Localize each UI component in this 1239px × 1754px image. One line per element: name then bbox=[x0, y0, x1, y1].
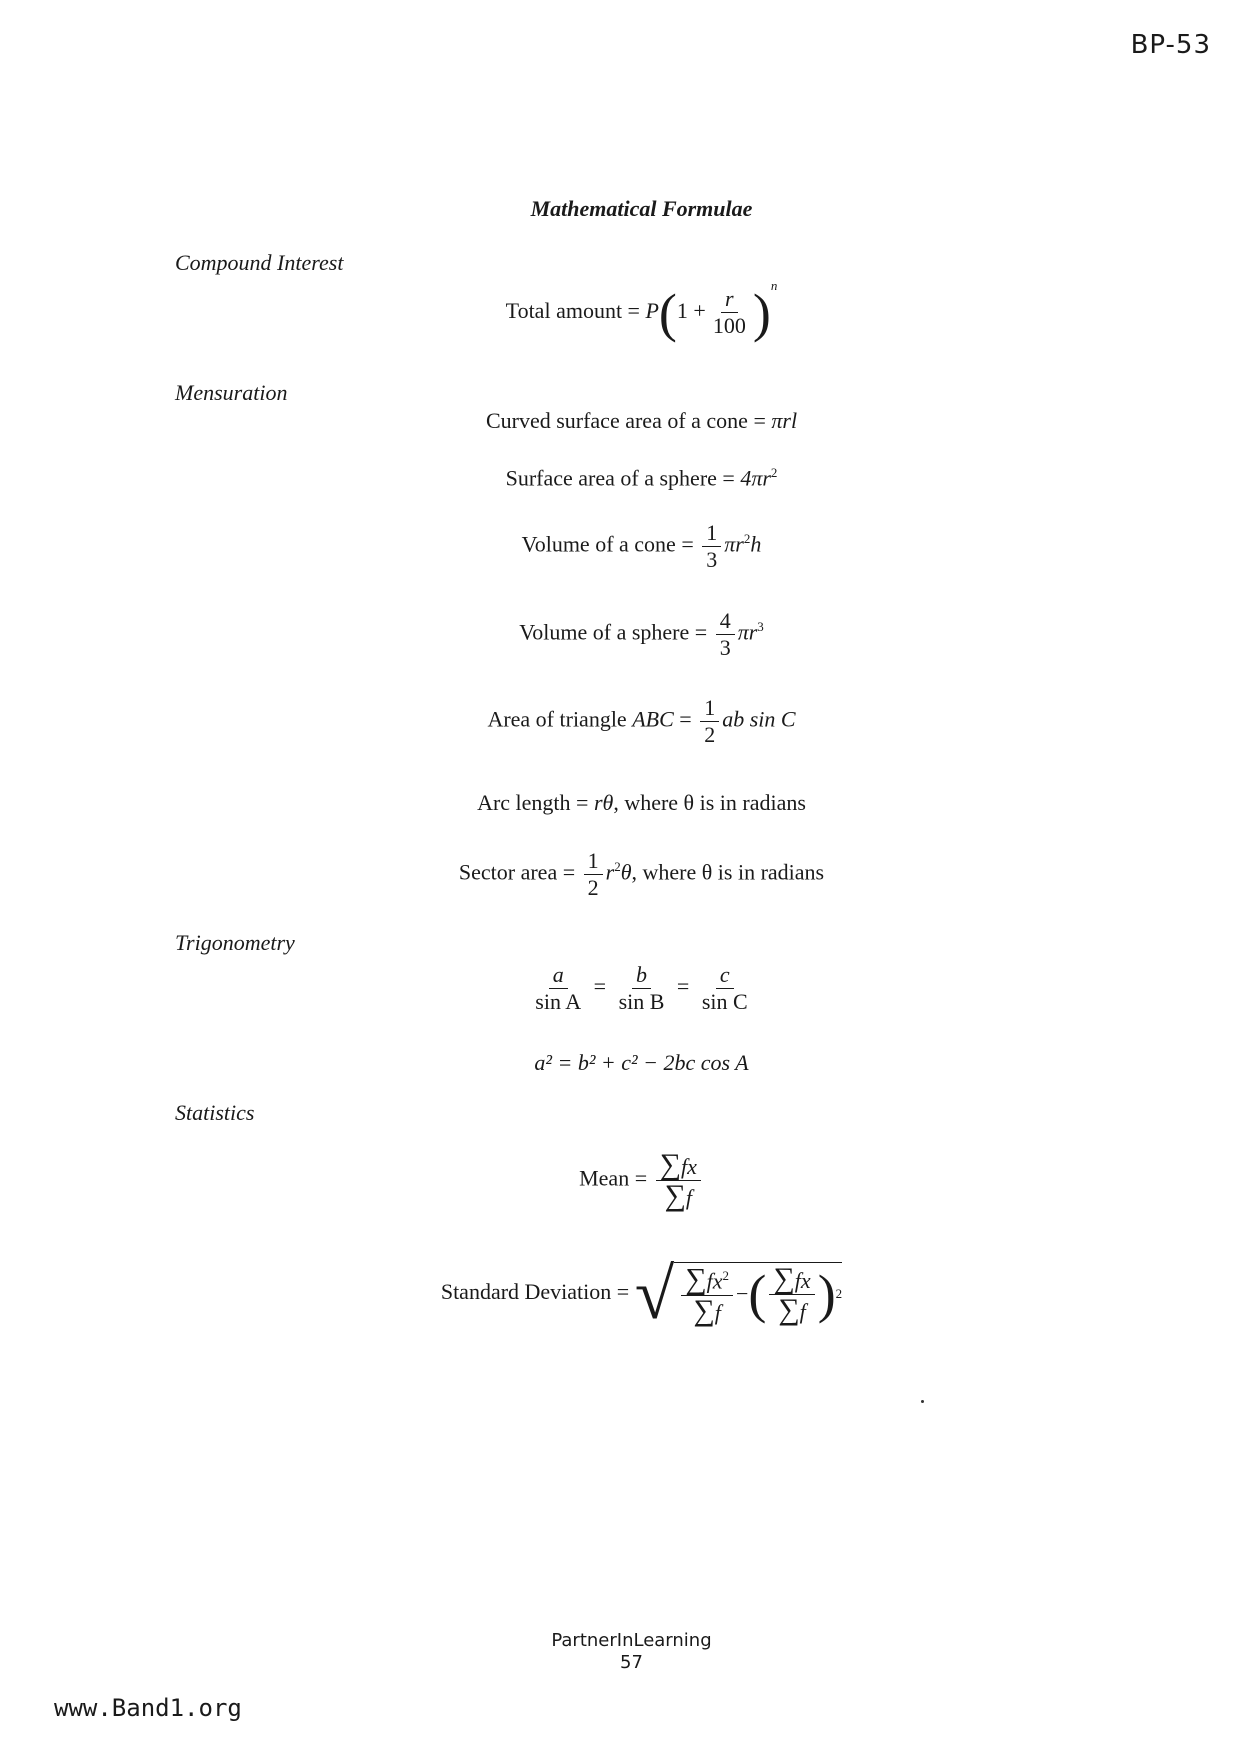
fraction bbox=[769, 1261, 814, 1326]
formula-total-amount bbox=[0, 278, 1239, 343]
formula-label: Mean = bbox=[579, 1165, 648, 1191]
numerator: b bbox=[632, 962, 651, 989]
denominator bbox=[689, 1293, 725, 1327]
formula-label: Area of triangle bbox=[487, 706, 627, 732]
formula-var: f bbox=[714, 1299, 721, 1325]
radicand bbox=[674, 1262, 842, 1325]
numerator: 1 bbox=[702, 520, 721, 547]
formula-label: Arc length = bbox=[477, 790, 589, 815]
section-mensuration: Mensuration bbox=[175, 380, 288, 405]
formula-label: Total amount = bbox=[505, 298, 640, 323]
formula-sine-rule bbox=[0, 962, 1239, 1015]
sigma-icon: ∑ bbox=[685, 1262, 707, 1296]
stray-mark bbox=[921, 1400, 924, 1403]
fraction bbox=[615, 962, 669, 1015]
formula-sector-area bbox=[0, 848, 1239, 901]
formula-label: Volume of a cone = bbox=[521, 531, 694, 557]
fraction bbox=[584, 848, 603, 901]
denominator bbox=[660, 1181, 696, 1211]
formula-expr: 4πr bbox=[740, 465, 771, 491]
denominator: sin B bbox=[618, 989, 665, 1014]
section-trigonometry: Trigonometry bbox=[175, 930, 295, 955]
formula-var: ABC bbox=[632, 706, 674, 732]
formula-expr: πr bbox=[724, 531, 744, 557]
formula-cosine-rule: a² = b² + c² − 2bc cos A bbox=[534, 1050, 749, 1075]
sigma-icon: ∑ bbox=[664, 1179, 686, 1212]
formula-note: , where θ is in radians bbox=[631, 859, 825, 885]
formula-expr: πrl bbox=[771, 408, 798, 433]
paren-close: ) bbox=[752, 282, 771, 343]
formula-label: Volume of a sphere = bbox=[519, 619, 708, 645]
sigma-icon: ∑ bbox=[659, 1148, 681, 1181]
fraction bbox=[531, 962, 585, 1015]
fraction bbox=[702, 520, 721, 573]
formula-expr: ab sin C bbox=[722, 706, 796, 732]
website-link[interactable]: www.Band1.org bbox=[54, 1694, 242, 1722]
formula-var: P bbox=[645, 298, 659, 323]
section-compound-interest: Compound Interest bbox=[175, 250, 344, 275]
denominator: 2 bbox=[587, 875, 599, 900]
exponent: 2 bbox=[835, 1286, 843, 1302]
formula-var: θ bbox=[620, 859, 632, 885]
formula-mean bbox=[0, 1150, 1239, 1211]
square-root bbox=[634, 1254, 843, 1334]
exponent: n bbox=[770, 278, 778, 293]
formula-cone-curved bbox=[0, 408, 1239, 434]
formula-label: Standard Deviation = bbox=[440, 1279, 630, 1305]
formula-var: f bbox=[685, 1185, 692, 1210]
numerator bbox=[681, 1263, 733, 1295]
footer-publisher: PartnerInLearning bbox=[551, 1630, 712, 1651]
formula-triangle-area bbox=[0, 695, 1239, 748]
section-statistics: Statistics bbox=[175, 1100, 255, 1125]
formula-label: Surface area of a sphere = bbox=[505, 465, 735, 491]
formula-std-dev bbox=[0, 1254, 1239, 1334]
paren-open: ( bbox=[658, 282, 677, 343]
exponent: 2 bbox=[770, 465, 778, 480]
formula-label: Curved surface area of a cone = bbox=[485, 408, 766, 433]
formula-note: , where θ is in radians bbox=[613, 790, 806, 815]
formula-cone-volume bbox=[0, 520, 1239, 573]
sigma-icon: ∑ bbox=[773, 1261, 795, 1295]
denominator: 100 bbox=[712, 313, 746, 339]
sigma-icon: ∑ bbox=[778, 1292, 800, 1326]
paren-close: ) bbox=[817, 1264, 836, 1325]
numerator bbox=[769, 1261, 814, 1295]
fraction bbox=[700, 695, 719, 748]
equals-sign: = bbox=[679, 706, 692, 732]
formula-var: f bbox=[799, 1298, 806, 1324]
numerator bbox=[656, 1150, 701, 1181]
formula-var: h bbox=[750, 531, 762, 557]
paren-open: ( bbox=[748, 1264, 767, 1325]
numerator: 4 bbox=[716, 608, 735, 635]
minus-sign: − bbox=[736, 1281, 749, 1307]
formula-expr: rθ bbox=[593, 790, 614, 815]
exponent: 2 bbox=[743, 531, 751, 547]
formula-term: 1 + bbox=[676, 298, 706, 323]
fraction bbox=[709, 286, 750, 339]
formula-sphere-volume bbox=[0, 608, 1239, 661]
denominator: 3 bbox=[719, 635, 731, 660]
equals-sign: = bbox=[676, 973, 690, 999]
exponent: 3 bbox=[757, 619, 764, 635]
formula-var: fx bbox=[681, 1154, 697, 1179]
fraction bbox=[681, 1263, 733, 1325]
formula-expr: r bbox=[605, 859, 615, 885]
fraction bbox=[656, 1150, 701, 1211]
exponent: 2 bbox=[722, 1268, 729, 1284]
footer-page-number: 57 bbox=[620, 1652, 643, 1673]
numerator: a bbox=[549, 962, 568, 989]
denominator: 2 bbox=[704, 722, 716, 747]
formula-label: Sector area = bbox=[458, 859, 576, 885]
formula-expr: πr bbox=[737, 619, 758, 645]
denominator bbox=[774, 1292, 810, 1326]
page-title: Mathematical Formulae bbox=[530, 196, 753, 221]
exponent: 2 bbox=[614, 859, 621, 875]
denominator: 3 bbox=[706, 547, 718, 572]
formula-var: fx bbox=[794, 1267, 811, 1293]
numerator: 1 bbox=[700, 695, 719, 722]
radical-icon: √ bbox=[634, 1254, 675, 1334]
denominator: sin A bbox=[535, 989, 582, 1014]
denominator: sin C bbox=[701, 989, 748, 1014]
fraction bbox=[716, 608, 735, 661]
numerator: r bbox=[721, 286, 738, 313]
page-code: BP-53 bbox=[1130, 30, 1211, 60]
formula-arc-length bbox=[0, 790, 1239, 816]
numerator: 1 bbox=[584, 848, 603, 875]
fraction bbox=[698, 962, 752, 1015]
sigma-icon: ∑ bbox=[693, 1293, 715, 1327]
equals-sign: = bbox=[593, 973, 607, 999]
numerator: c bbox=[716, 962, 734, 989]
formula-sphere-surface bbox=[0, 465, 1239, 491]
formula-var: fx bbox=[706, 1268, 723, 1294]
